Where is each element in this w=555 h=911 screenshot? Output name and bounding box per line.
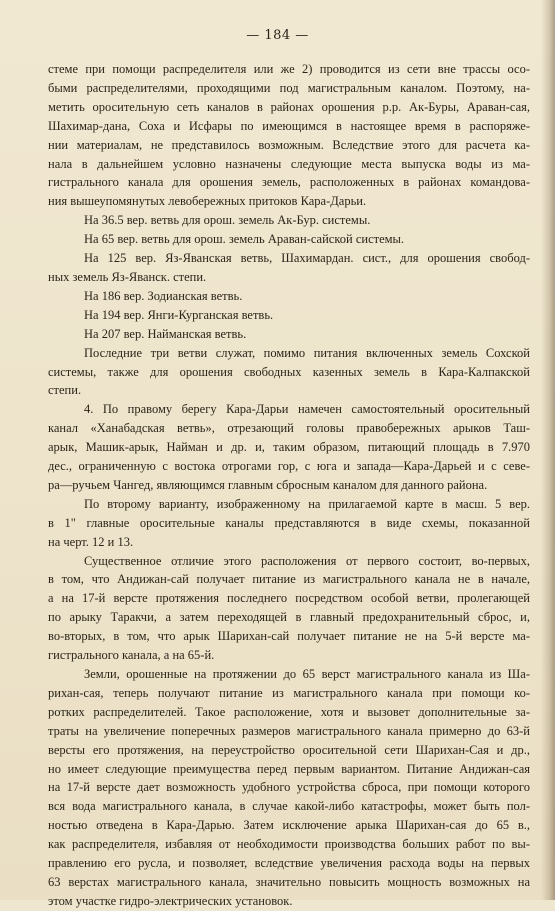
text-line: Существенное отличие этого расположения от первого состоит, во-первых,	[84, 553, 530, 568]
text-line: как распределителя, избавляя от необходимости производства больших работ по вы-	[48, 837, 530, 852]
paragraph-2	[48, 344, 530, 401]
text-line: в том, что Андижан-сай получает питание из магистрального канала не в начале,	[48, 572, 530, 587]
text-line: Земли, орошенные на протяжении до 65 верст магистрального канала из Ша-	[84, 667, 530, 681]
text-line: ния вышеупомянутых левобережных притоков Кара-Дарьи.	[48, 194, 367, 209]
list-item: На 207 вер. Найманская ветвь.	[84, 326, 247, 341]
text-line: на черт. 12 и 13.	[48, 534, 134, 549]
outlet-list	[48, 211, 530, 343]
text-line: Шахимар-дана, Соха и Исфары по имеющимся в настоящее время в распоряже-	[48, 118, 530, 133]
text-line: степи.	[48, 383, 82, 398]
text-line: а на 17-й версте протяжения последнего посредством особой ветви, пролегающей	[48, 591, 530, 606]
text-line: версты его протяжения, на переустройство оросительной сети Шарихан-Сая и др.,	[48, 742, 530, 757]
list-item: На 125 вер. Яз-Яванская ветвь, Шахимардан. сист., для орошения свобод-	[84, 251, 530, 266]
text-line: По второму варианту, изображенному на прилагаемой карте в масш. 5 вер.	[84, 496, 530, 511]
paragraph-6	[48, 665, 530, 911]
text-line: 4. По правому берегу Кара-Дарьи намечен самостоятельный оросительный	[84, 402, 530, 417]
text-line: 63 верстах магистрального канала, значительно повысить мощность возможных на	[48, 874, 530, 889]
list-item-continuation: ных земель Яз-Яванск. степи.	[48, 269, 207, 284]
text-line: канал «Ханабадская ветвь», отрезающий головы правобережных арыков Таш-	[48, 421, 530, 436]
page-spine-shadow	[541, 0, 555, 900]
text-line: траты на увеличение поперечных размеров магистрального канала примерно до 63-й	[48, 723, 530, 738]
text-line: по арыку Таракчи, а затем переходящей в главный предохранительный сброс, и,	[48, 610, 530, 625]
page-number: — 184 —	[246, 28, 309, 43]
text-line: дес., ограниченную с востока отрогами гор, с юга и запада—Кара-Дарьей и с севе-	[48, 459, 530, 474]
text-line: метить оросительную сеть каналов в районах орошения р.р. Ак-Буры, Араван-сая,	[48, 99, 530, 114]
list-item: На 186 вер. Зодианская ветвь.	[84, 288, 243, 303]
text-line: но имеет следующие преимущества перед первым вариантом. Питание Андижан-сая	[48, 761, 530, 776]
text-line: нии материалам, не представилось возможным. Вследствие этого для расчета ка-	[48, 137, 530, 152]
text-line: ротких распределителей. Такое расположение, хотя и вызовет дополнительные за-	[48, 704, 530, 719]
list-item: На 36.5 вер. ветвь для орош. земель Ак-Бур. системы.	[84, 213, 371, 228]
text-line: ра—ручьем Чангед, являющимся главным сбросным каналом для данного района.	[48, 477, 488, 492]
text-line: во-вторых, в том, что арык Шарихан-сай получает питание не на 5-й версте ма-	[48, 629, 530, 644]
paragraph-4	[48, 495, 530, 552]
list-item: На 65 вер. ветвь для орош. земель Араван-сайской системы.	[84, 232, 405, 247]
text-line: правлению его русла, и позволяет, вследствие увеличения расхода воды на первых	[48, 856, 530, 871]
text-line: арык, Машик-арык, Найман и др. и, таким образом, питающий площадь в 7.970	[48, 440, 530, 455]
paragraph-5	[48, 552, 530, 665]
text-line: гистрального канала, а на 65-й.	[48, 648, 215, 663]
text-line: нала в дальнейшем условно назначены следующие места выпуска воды из ма-	[48, 156, 530, 171]
body-text	[48, 60, 530, 911]
text-line: быми распределителями, проходящими под магистральным каналом. Поэтому, на-	[48, 80, 530, 95]
text-line: в 1" главные оросительные каналы представляются в виде схемы, показанной	[48, 515, 530, 530]
text-line: Последние три ветви служат, помимо питания включенных земель Сохской	[84, 345, 530, 360]
text-line: стеме при помощи распределителя или же 2) проводится из сети вне трассы осо-	[48, 62, 530, 76]
text-line: этом участке гидро-электрических установок.	[48, 893, 293, 908]
list-item: На 194 вер. Янги-Курганская ветвь.	[84, 307, 274, 322]
text-line: гистрального канала для орошения земель, расположенных в районах командова-	[48, 175, 530, 190]
text-line: системы, также для орошения свободных казенных земель в Кара-Калпакской	[48, 364, 530, 379]
paragraph-1	[48, 60, 530, 211]
text-line: рихан-сая, теперь получают питание из магистрального канала при помощи ко-	[48, 685, 530, 700]
text-line: ностью отведена в Кара-Дарью. Затем исключение арыка Шарихан-сая до 65 в.,	[48, 818, 530, 833]
text-line: на 17-й версте дает возможность удобного устройства сброса, при помощи которого	[48, 780, 530, 795]
text-line: вся вода магистрального канала, в случае какой-либо катастрофы, может быть пол-	[48, 799, 530, 814]
paragraph-3	[48, 400, 530, 495]
